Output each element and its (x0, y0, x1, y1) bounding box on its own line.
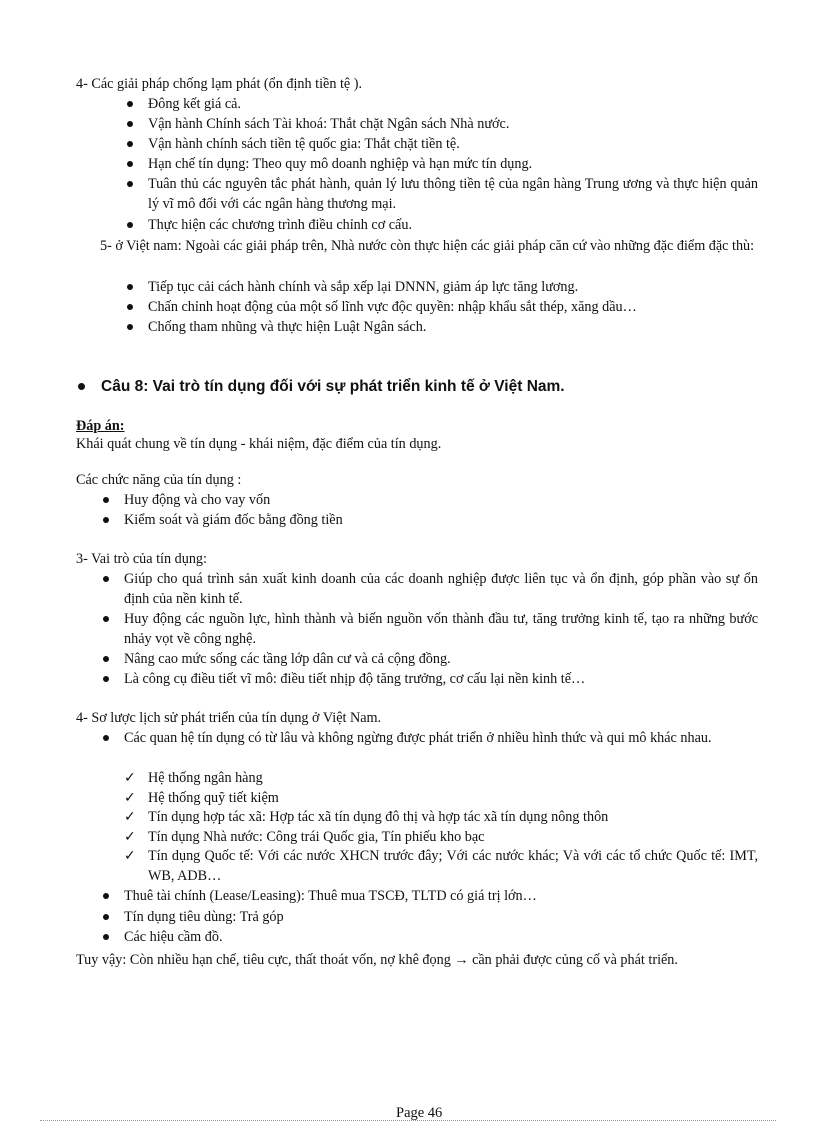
section-4-heading: 4- Các giải pháp chống lạm phát (ổn định tiền tệ ). (76, 76, 363, 92)
list-item: Thực hiện các chương trình điều chỉnh cơ cấu. (148, 217, 412, 233)
bullet-icon (127, 141, 133, 147)
checkmark-icon: ✓ (124, 790, 136, 806)
bullet-icon (103, 517, 109, 523)
list-item: Thuê tài chính (Lease/Leasing): Thuê mua TSCĐ, TLTD có giá trị lớn… (124, 888, 537, 904)
conclusion-text: Tuy vậy: Còn nhiều hạn chế, tiêu cực, thất thoát vốn, nợ khê đọng → cần phải được củng cố và phát triển. (76, 952, 678, 968)
bullet-icon (103, 914, 109, 920)
list-item: Tiếp tục cải cách hành chính và sắp xếp lại DNNN, giảm áp lực tăng lương. (148, 279, 579, 295)
list-item: Huy động và cho vay vốn (124, 492, 271, 508)
page-number: Page 46 (396, 1105, 443, 1121)
list-item: Chấn chỉnh hoạt động của một số lĩnh vực độc quyền: nhập khẩu sắt thép, xăng dầu… (148, 299, 637, 315)
overview-text: Khái quát chung về tín dụng - khái niệm, đặc điểm của tín dụng. (76, 436, 442, 452)
bullet-icon (103, 616, 109, 622)
bullet-icon (103, 656, 109, 662)
bullet-icon (127, 101, 133, 107)
section-5-intro: 5- ở Việt nam: Ngoài các giải pháp trên, Nhà nước còn thực hiện các giải pháp căn cứ vào những đặc điểm đặc thù: (100, 238, 755, 254)
list-item: Là công cụ điều tiết vĩ mô: điều tiết nhịp độ tăng trưởng, cơ cấu lại nền kinh tế… (124, 671, 586, 687)
list-item: Huy động các nguồn lực, hình thành và biến nguồn vốn thành đầu tư, tăng trưởng kinh tế, tạo ra những bước nhảy vọt về công nghệ. (124, 611, 758, 647)
list-item: Các hiệu cầm đồ. (124, 929, 223, 945)
check-item: Hệ thống quỹ tiết kiệm (148, 790, 279, 806)
list-item: Hạn chế tín dụng: Theo quy mô doanh nghiệp và hạn mức tín dụng. (148, 156, 533, 172)
bullet-icon (78, 383, 85, 390)
bullet-icon (127, 324, 133, 330)
checkmark-icon: ✓ (124, 829, 136, 845)
bullet-icon (127, 284, 133, 290)
list-item: Chống tham nhũng và thực hiện Luật Ngân sách. (148, 319, 427, 335)
bullet-icon (127, 304, 133, 310)
bullet-icon (127, 181, 133, 187)
question-title: Câu 8: Vai trò tín dụng đối với sự phát triển kinh tế ở Việt Nam. (101, 378, 565, 395)
functions-heading: Các chức năng của tín dụng : (76, 472, 242, 488)
check-item: Tín dụng Quốc tế: Với các nước XHCN trước đây; Với các nước khác; Và với các tổ chức Quốc tế: IMT, WB, ADB… (148, 848, 758, 884)
list-item: Tuân thủ các nguyên tắc phát hành, quản lý lưu thông tiền tệ của ngân hàng Trung ương và thực hiện quản lý vĩ mô đối với các ngân hàng thương mại. (148, 176, 758, 212)
list-item: Vận hành chính sách tiền tệ quốc gia: Thắt chặt tiền tệ. (148, 136, 460, 152)
roles-heading: 3- Vai trò của tín dụng: (76, 551, 207, 567)
checkmark-icon: ✓ (124, 770, 136, 786)
checkmark-icon: ✓ (124, 848, 136, 864)
list-item: Vận hành Chính sách Tài khoá: Thắt chặt Ngân sách Nhà nước. (148, 116, 510, 132)
bullet-icon (103, 497, 109, 503)
check-item: Tín dụng hợp tác xã: Hợp tác xã tín dụng đô thị và hợp tác xã tín dụng nông thôn (148, 809, 609, 825)
list-item: Nâng cao mức sống các tầng lớp dân cư và cả cộng đồng. (124, 651, 451, 667)
check-item: Tín dụng Nhà nước: Công trái Quốc gia, Tín phiếu kho bạc (148, 829, 485, 845)
list-item: Kiểm soát và giám đốc bằng đồng tiền (124, 512, 343, 528)
list-item: Giúp cho quá trình sản xuất kinh doanh của các doanh nghiệp được liên tục và ổn định, góp phần vào sự ổn định của nền kinh tế. (124, 571, 758, 607)
list-item: Các quan hệ tín dụng có từ lâu và không ngừng được phát triển ở nhiều hình thức và qui mô khác nhau. (124, 730, 712, 746)
bullet-icon (127, 222, 133, 228)
bullet-icon (103, 676, 109, 682)
check-item: Hệ thống ngân hàng (148, 770, 263, 786)
list-item: Đông kết giá cả. (148, 96, 241, 112)
bullet-icon (103, 893, 109, 899)
bullet-icon (103, 576, 109, 582)
answer-label: Đáp án: (76, 418, 125, 434)
bullet-icon (127, 161, 133, 167)
history-heading: 4- Sơ lược lịch sử phát triển của tín dụng ở Việt Nam. (76, 710, 382, 726)
bullet-icon (103, 735, 109, 741)
footer-divider (40, 1120, 776, 1121)
bullet-icon (103, 934, 109, 940)
list-item: Tín dụng tiêu dùng: Trả góp (124, 909, 284, 925)
checkmark-icon: ✓ (124, 809, 136, 825)
bullet-icon (127, 121, 133, 127)
